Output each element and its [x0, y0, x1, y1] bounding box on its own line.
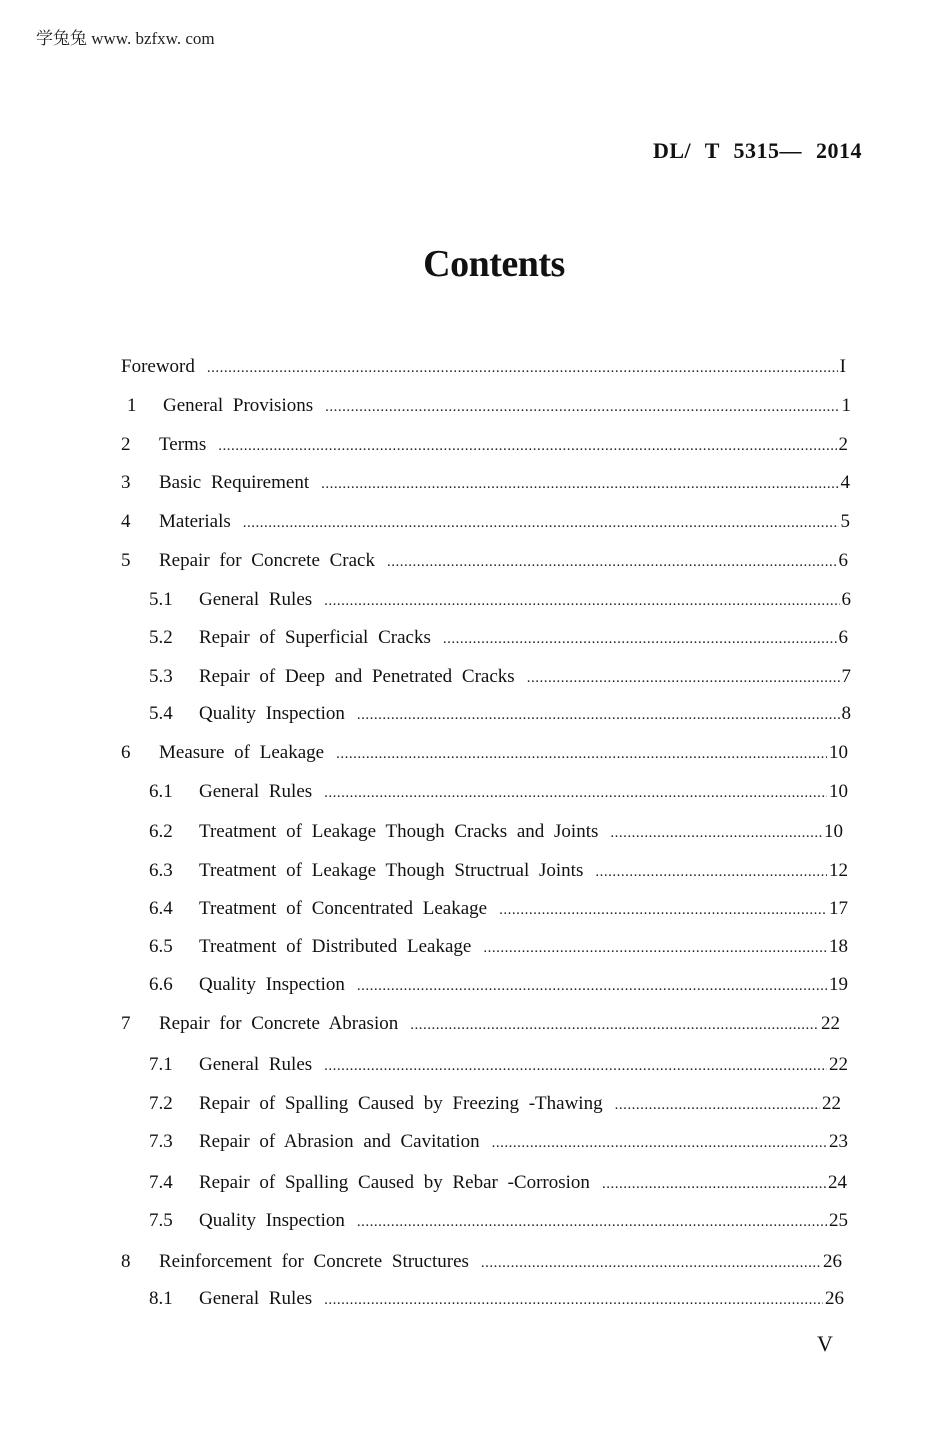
toc-entry-number: 6: [121, 742, 131, 763]
toc-entry-title: Measure of Leakage: [159, 742, 325, 763]
toc-entry-title: Quality Inspection: [199, 974, 345, 995]
toc-entry-page: 22: [822, 1093, 841, 1114]
toc-dot-leader: [324, 593, 839, 610]
toc-entry-page: 4: [840, 472, 850, 493]
toc-entry[interactable]: [149, 627, 848, 649]
toc-entry-page: 6: [838, 627, 848, 648]
toc-entry[interactable]: [149, 589, 851, 611]
toc-dot-leader: [615, 1097, 820, 1114]
toc-entry-page: 10: [829, 742, 848, 763]
toc-entry-title: Repair of Abrasion and Cavitation: [199, 1131, 480, 1152]
toc-entry-page: I: [839, 356, 846, 377]
toc-entry-title: General Provisions: [163, 395, 314, 416]
toc-entry-page: 10: [824, 821, 843, 842]
toc-entry-number: 4: [121, 511, 131, 532]
toc-entry[interactable]: [149, 703, 851, 725]
page-number: V: [817, 1331, 833, 1356]
toc-entry-number: 5.1: [149, 589, 173, 610]
toc-entry-number: 6.3: [149, 860, 173, 881]
toc-entry-page: 22: [821, 1013, 840, 1034]
toc-entry[interactable]: [149, 1172, 847, 1194]
toc-entry[interactable]: [121, 742, 848, 764]
toc-entry-title: Repair of Deep and Penetrated Cracks: [199, 666, 515, 687]
toc-entry-page: 6: [838, 550, 848, 571]
toc-entry-page: 17: [829, 898, 848, 919]
toc-entry-number: 2: [121, 434, 131, 455]
toc-dot-leader: [218, 438, 836, 455]
toc-entry-number: 7.1: [149, 1054, 173, 1075]
toc-entry-page: 25: [829, 1210, 848, 1231]
toc-entry-number: 7.3: [149, 1131, 173, 1152]
toc-entry-number: 5: [121, 550, 131, 571]
toc-dot-leader: [481, 1255, 821, 1272]
toc-entry-number: 7.4: [149, 1172, 173, 1193]
toc-entry-page: 8: [841, 703, 851, 724]
toc-entry-title: Treatment of Concentrated Leakage: [199, 898, 488, 919]
toc-entry-page: 26: [823, 1251, 842, 1272]
toc-entry[interactable]: [121, 434, 848, 456]
toc-entry-number: 5.2: [149, 627, 173, 648]
toc-entry-number: 7.5: [149, 1210, 173, 1231]
toc-entry-title: Repair of Spalling Caused by Freezing -Thawing: [199, 1093, 603, 1114]
toc-entry-number: 7.2: [149, 1093, 173, 1114]
toc-entry-title: Repair of Spalling Caused by Rebar -Corrosion: [199, 1172, 590, 1193]
toc-dot-leader: [602, 1176, 826, 1193]
toc-entry-title: Reinforcement for Concrete Structures: [159, 1251, 469, 1272]
toc-entry[interactable]: [149, 936, 848, 958]
toc-entry-title: Treatment of Leakage Though Structrual Joints: [199, 860, 584, 881]
standard-code: DL/ T 5315— 2014: [652, 138, 862, 163]
toc-entry-number: 5.4: [149, 703, 173, 724]
toc-entry-page: 26: [825, 1288, 844, 1309]
watermark-text: 学兔兔 www. bzfxw. com: [36, 29, 215, 48]
toc-entry[interactable]: [149, 1288, 844, 1310]
toc-entry-page: 19: [829, 974, 848, 995]
toc-entry-page: 24: [828, 1172, 847, 1193]
toc-entry-title: Quality Inspection: [199, 1210, 345, 1231]
toc-dot-leader: [207, 360, 838, 377]
toc-entry-title: General Rules: [199, 781, 313, 802]
toc-entry-title: General Rules: [199, 1288, 313, 1309]
toc-entry-number: 1: [127, 395, 137, 416]
toc-entry-number: 8.1: [149, 1288, 173, 1309]
toc-entry-number: 6.5: [149, 936, 173, 957]
toc-entry-number: 7: [121, 1013, 131, 1034]
toc-entry[interactable]: [149, 1131, 848, 1153]
toc-entry-number: 6.2: [149, 821, 173, 842]
toc-dot-leader: [387, 554, 837, 571]
toc-entry-title: Materials: [159, 511, 231, 532]
toc-entry[interactable]: [121, 1013, 840, 1035]
toc-entry-title: Repair for Concrete Crack: [159, 550, 375, 571]
toc-dot-leader: [483, 940, 827, 957]
toc-entry-title: General Rules: [199, 589, 313, 610]
toc-entry[interactable]: [149, 1054, 848, 1076]
toc-entry-page: 7: [841, 666, 851, 687]
toc-dot-leader: [336, 746, 827, 763]
toc-entry-title: Basic Requirement: [159, 472, 310, 493]
toc-entry[interactable]: [121, 356, 846, 378]
page-title: Contents: [423, 243, 565, 285]
toc-dot-leader: [443, 631, 837, 648]
toc-entry[interactable]: [121, 395, 851, 417]
toc-entry[interactable]: [149, 666, 851, 688]
toc-dot-leader: [357, 707, 840, 724]
toc-dot-leader: [357, 1214, 827, 1231]
toc-entry-title: Treatment of Distributed Leakage: [199, 936, 472, 957]
toc-dot-leader: [410, 1017, 819, 1034]
toc-entry-title: Foreword: [121, 356, 195, 377]
toc-dot-leader: [324, 1058, 827, 1075]
toc-entry-title: General Rules: [199, 1054, 313, 1075]
toc-entry-number: 5.3: [149, 666, 173, 687]
toc-dot-leader: [595, 864, 827, 881]
toc-entry-title: Quality Inspection: [199, 703, 345, 724]
toc-dot-leader: [325, 399, 839, 416]
toc-entry-page: 12: [829, 860, 848, 881]
toc-dot-leader: [324, 1292, 823, 1309]
toc-entry-number: 8: [121, 1251, 131, 1272]
toc-entry[interactable]: [121, 511, 850, 533]
toc-dot-leader: [243, 515, 839, 532]
toc-entry-title: Terms: [159, 434, 207, 455]
toc-dot-leader: [324, 785, 827, 802]
toc-entry-page: 1: [841, 395, 851, 416]
toc-dot-leader: [321, 476, 838, 493]
toc-entry[interactable]: [149, 821, 843, 843]
toc-dot-leader: [610, 825, 822, 842]
toc-entry-page: 2: [838, 434, 848, 455]
toc-entry[interactable]: [149, 898, 848, 920]
toc-entry-title: Treatment of Leakage Though Cracks and Joints: [199, 821, 599, 842]
toc-entry-number: 6.1: [149, 781, 173, 802]
toc-entry-page: 18: [829, 936, 848, 957]
toc-entry-page: 6: [841, 589, 851, 610]
toc-entry[interactable]: [149, 1210, 848, 1232]
toc-entry-title: Repair of Superficial Cracks: [199, 627, 431, 648]
toc-entry[interactable]: [121, 550, 848, 572]
toc-entry-page: 22: [829, 1054, 848, 1075]
toc-entry[interactable]: [149, 781, 848, 803]
toc-dot-leader: [492, 1135, 827, 1152]
toc-entry[interactable]: [149, 1093, 841, 1115]
toc-entry[interactable]: [149, 974, 848, 996]
toc-entry-page: 5: [840, 511, 850, 532]
toc-entry[interactable]: [121, 472, 850, 494]
toc-entry-number: 6.6: [149, 974, 173, 995]
toc-entry-number: 6.4: [149, 898, 173, 919]
toc-entry-page: 10: [829, 781, 848, 802]
toc-entry-page: 23: [829, 1131, 848, 1152]
toc-dot-leader: [527, 670, 840, 687]
toc-entry-title: Repair for Concrete Abrasion: [159, 1013, 399, 1034]
toc-dot-leader: [357, 978, 827, 995]
toc-entry[interactable]: [149, 860, 848, 882]
toc-entry-number: 3: [121, 472, 131, 493]
toc-entry[interactable]: [121, 1251, 842, 1273]
toc-dot-leader: [499, 902, 827, 919]
